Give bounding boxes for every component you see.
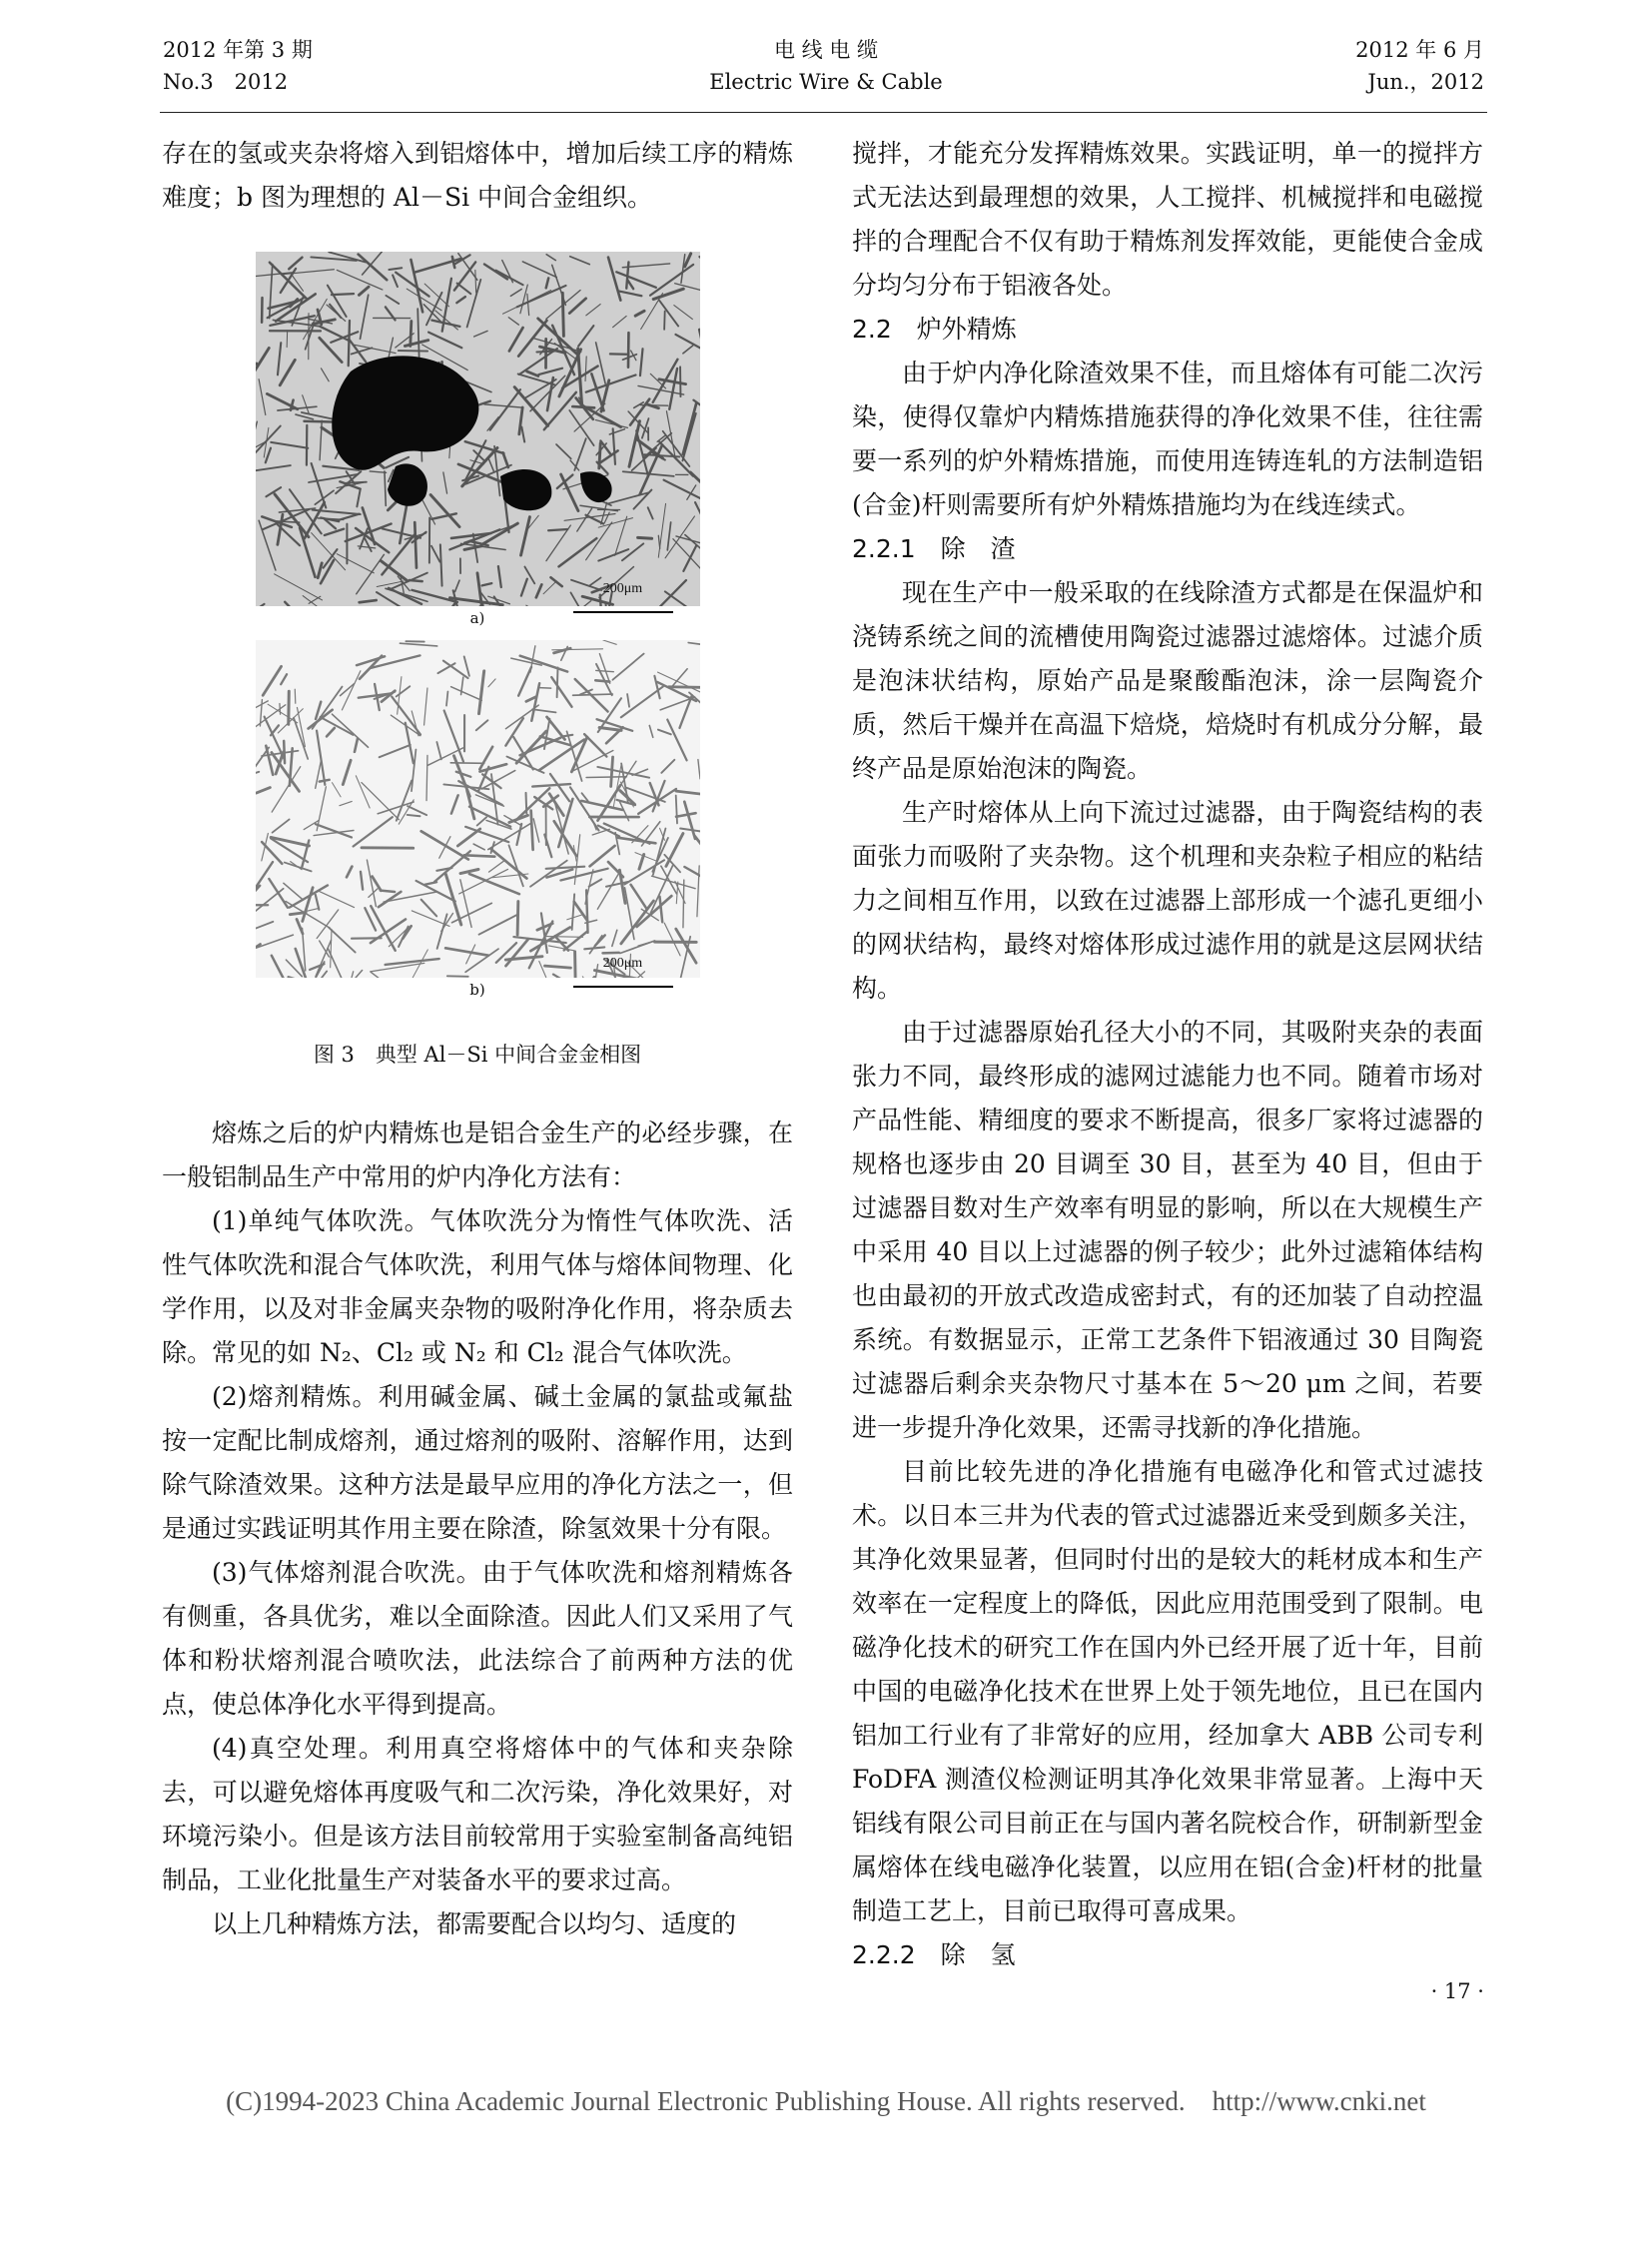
issue-en: No.3 2012 <box>163 70 289 94</box>
date-cn: 2012 年 6 月 <box>1355 38 1484 62</box>
paragraph: (1)单纯气体吹洗。气体吹洗分为惰性气体吹洗、活性气体吹洗和混合气体吹洗，利用气体与熔体间物理、化学作用，以及对非金属夹杂物的吸附净化作用，将杂质去除。常见的如 N₂、Cl₂ 或 N₂ 和 Cl₂ 混合气体吹洗。 <box>162 1206 793 1367</box>
paragraph: 存在的氢或夹杂将熔入到铝熔体中，增加后续工序的精炼难度；b 图为理想的 Al－Si 中间合金组织。 <box>162 139 793 212</box>
issue-cn: 2012 年第 3 期 <box>163 38 313 62</box>
figure-3 <box>162 252 793 1072</box>
micrograph-b-image <box>256 640 700 978</box>
paragraph: (2)熔剂精炼。利用碱金属、碱土金属的氯盐或氟盐按一定配比制成熔剂，通过熔剂的吸附、溶解作用，达到除气除渣效果。这种方法是最早应用的净化方法之一，但是通过实践证明其作用主要在除渣，除氢效果十分有限。 <box>162 1382 793 1543</box>
scale-bar-a <box>573 567 673 613</box>
subfigure-label-b: b) <box>469 981 485 999</box>
scale-label-b: 200μm <box>602 956 643 971</box>
right-column <box>852 132 1483 1977</box>
paragraph: 目前比较先进的净化措施有电磁净化和管式过滤技术。以日本三井为代表的管式过滤器近来受到颇多关注，其净化效果显著，但同时付出的是较大的耗材成本和生产效率在一定程度上的降低，因此应用范围受到了限制。电磁净化技术的研究工作在国内外已经开展了近十年，目前中国的电磁净化技术在世界上处于领先地位，且已在国内铝加工行业有了非常好的应用，经加拿大 ABB 公司专利 FoDFA 测渣仪检测证明其净化效果非常显著。上海中天铝线有限公司目前正在与国内著名院校合作，研制新型金属熔体在线电磁净化装置，以应用在铝(合金)杆材的批量制造工艺上，目前已取得可喜成果。 <box>852 1457 1483 1925</box>
journal-title-en: Electric Wire & Cable <box>709 70 943 94</box>
paragraph: 生产时熔体从上向下流过过滤器，由于陶瓷结构的表面张力而吸附了夹杂物。这个机理和夹杂粒子相应的粘结力之间相互作用，以致在过滤器上部形成一个滤孔更细小的网状结构，最终对熔体形成过滤作用的就是这层网状结构。 <box>852 798 1483 1003</box>
figure-caption: 图 3 典型 Al－Si 中间合金金相图 <box>313 1043 642 1067</box>
paragraph: 现在生产中一般采取的在线除渣方式都是在保温炉和浇铸系统之间的流槽使用陶瓷过滤器过滤熔体。过滤介质是泡沫状结构，原始产品是聚酸酯泡沫，涂一层陶瓷介质，然后干燥并在高温下焙烧，焙烧时有机成分分解，最终产品是原始泡沫的陶瓷。 <box>852 578 1483 783</box>
scale-line-a <box>573 611 673 613</box>
paragraph: 由于过滤器原始孔径大小的不同，其吸附夹杂的表面张力不同，最终形成的滤网过滤能力也不同。随着市场对产品性能、精细度的要求不断提高，很多厂家将过滤器的规格也逐步由 20 目调至 30 目，甚至为 40 目，但由于过滤器目数对生产效率有明显的影响，所以在大规模生产中采用 40 目以上过滤器的例子较少；此外过滤箱体结构也由最初的开放式改造成密封式，有的还加装了自动控温系统。有数据显示，正常工艺条件下铝液通过 30 目陶瓷过滤器后剩余夹杂物尺寸基本在 5～20 μm 之间，若要进一步提升净化效果，还需寻找新的净化措施。 <box>852 1018 1483 1442</box>
section-heading-2-2-2: 2.2.2 除 氢 <box>852 1940 1016 1969</box>
paragraph: (4)真空处理。利用真空将熔体中的气体和夹杂除去，可以避免熔体再度吸气和二次污染，净化效果好，对环境污染小。但是该方法目前较常用于实验室制备高纯铝制品，工业化批量生产对装备水平的要求过高。 <box>162 1734 793 1894</box>
copyright-footer: (C)1994-2023 China Academic Journal Electronic Publishing House. All rights reserved. http://www.cnki.net <box>226 2086 1426 2116</box>
left-column <box>162 132 793 1946</box>
scale-label-a: 200μm <box>602 581 643 596</box>
paragraph: 熔炼之后的炉内精炼也是铝合金生产的必经步骤，在一般铝制品生产中常用的炉内净化方法有： <box>162 1119 793 1191</box>
paragraph: 以上几种精炼方法，都需要配合以均匀、适度的 <box>212 1909 737 1938</box>
micrograph-a <box>256 252 700 606</box>
micrograph-b <box>256 640 700 978</box>
page-number: · 17 · <box>1430 1979 1484 2003</box>
header-right <box>1355 34 1484 98</box>
scale-bar-b <box>573 942 673 988</box>
scale-line-b <box>573 986 673 988</box>
paragraph: 由于炉内净化除渣效果不佳，而且熔体有可能二次污染，使得仅靠炉内精炼措施获得的净化效果不佳，往往需要一系列的炉外精炼措施，而使用连铸连轧的方法制造铝(合金)杆则需要所有炉外精炼措施均为在线连续式。 <box>852 359 1483 519</box>
journal-title-cn: 电 线 电 缆 <box>773 38 879 62</box>
paragraph: (3)气体熔剂混合吹洗。由于气体吹洗和熔剂精炼各有侧重，各具优劣，难以全面除渣。因此人们又采用了气体和粉状熔剂混合喷吹法，此法综合了前两种方法的优点，使总体净化水平得到提高。 <box>162 1558 793 1719</box>
date-en: Jun.，2012 <box>1367 70 1484 94</box>
subfigure-label-a: a) <box>469 609 485 627</box>
section-heading-2-2-1: 2.2.1 除 渣 <box>852 534 1016 563</box>
micrograph-a-image <box>256 252 700 606</box>
header-rule <box>160 112 1487 113</box>
paragraph: 搅拌，才能充分发挥精炼效果。实践证明，单一的搅拌方式无法达到最理想的效果，人工搅拌、机械搅拌和电磁搅拌的合理配合不仅有助于精炼剂发挥效能，更能使合金成分均匀分布于铝液各处。 <box>852 139 1483 300</box>
section-heading-2-2: 2.2 炉外精炼 <box>852 315 1017 344</box>
